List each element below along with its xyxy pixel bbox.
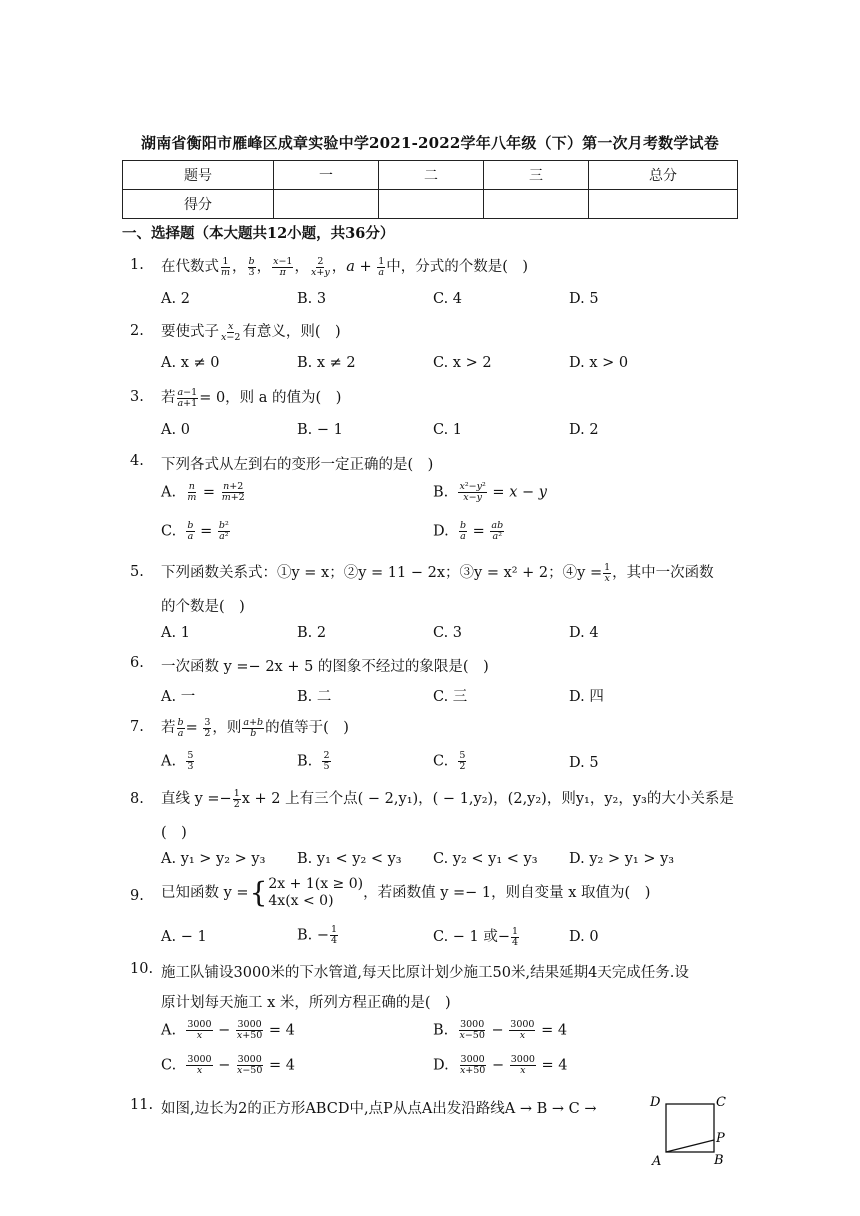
label-b: B <box>714 1153 724 1168</box>
option-b[interactable]: B. y₁ < y₂ < y₃ <box>297 851 402 867</box>
option-a[interactable]: A. y₁ > y₂ > y₃ <box>161 851 266 867</box>
score-table-header-row <box>123 161 738 190</box>
row-label-cell: 得分 <box>123 190 274 219</box>
header-cell: 题号 <box>123 161 274 190</box>
option-c[interactable]: C. 1 <box>433 422 463 438</box>
score-cell[interactable] <box>379 190 484 219</box>
option-c[interactable]: C. $\frac{3000}{x}$ − $\frac{3000}{x-50}$ = 4 <box>161 1054 295 1076</box>
question-10-text-cont: 原计划每天施工 x 米，所列方程正确的是( ) <box>161 995 451 1011</box>
option-c[interactable]: C. − 1 或− $\frac{1}{4}$ <box>433 925 519 948</box>
label-c: C <box>716 1095 726 1110</box>
option-b[interactable]: B. $\frac{\text{x²−y²}}{x-y}$ = x − y <box>433 481 547 503</box>
header-cell: 一 <box>274 161 379 190</box>
option-d[interactable]: D. x > 0 <box>569 355 629 371</box>
option-c[interactable]: C. y₂ < y₁ < y₃ <box>433 851 538 867</box>
header-cell: 三 <box>484 161 589 190</box>
option-b[interactable]: B. 二 <box>297 689 332 705</box>
option-d[interactable]: D. $\frac{3000}{x+50}$ − $\frac{3000}{x}$ = 4 <box>433 1054 568 1076</box>
question-number: 1. <box>130 257 144 273</box>
question-number: 10. <box>130 961 154 977</box>
question-number: 3. <box>130 389 144 405</box>
square-abcd-figure <box>644 1088 744 1168</box>
score-cell[interactable] <box>274 190 379 219</box>
question-number: 7. <box>130 719 144 735</box>
question-5-text-cont: 的个数是( ) <box>161 599 245 615</box>
option-a[interactable]: A. 0 <box>161 422 190 438</box>
option-d[interactable]: D. 5 <box>569 291 599 307</box>
exam-title: 湖南省衡阳市雁峰区成章实验中学2021-2022学年八年级（下）第一次月考数学试卷 <box>141 134 719 152</box>
option-b[interactable]: B. x ≠ 2 <box>297 355 356 371</box>
question-5-text: 下列函数关系式：①y = x；②y = 11 − 2x；③y = x² + 2；④y = $\frac{1}{x}$ ，其中一次函数 <box>161 561 714 584</box>
question-8-text: 直线 y =− $\frac{1}{2}$ x + 2 上有三个点( − 2,y₁)，( − 1,y₂)，(2,y₂)，则y₁，y₂，y₃的大小关系是 <box>161 787 734 810</box>
option-d[interactable]: D. 0 <box>569 929 599 945</box>
score-table <box>122 160 738 219</box>
question-6-text: 一次函数 y =− 2x + 5 的图象不经过的象限是( ) <box>161 659 489 675</box>
score-table-score-row <box>123 190 738 219</box>
section-heading: 一、选择题（本大题共12小题，共36分） <box>122 225 395 242</box>
option-b[interactable]: B. $\frac{2}{5}$ <box>297 750 330 772</box>
label-p: P <box>716 1131 725 1146</box>
question-8-text-cont: ( ) <box>161 825 187 841</box>
option-a[interactable]: A. − 1 <box>161 929 207 945</box>
question-7-text: 若 $\frac{b}{a}$ = $\frac{3}{2}$ ，则 $\frac{a+b}{b}$ 的值等于( ) <box>161 716 349 739</box>
option-b[interactable]: B. − $\frac{1}{4}$ <box>297 924 338 946</box>
header-cell: 总分 <box>589 161 738 190</box>
score-cell[interactable] <box>589 190 738 219</box>
option-a[interactable]: A. $\frac{n}{m}$ = $\frac{n+2}{m+2}$ <box>161 481 245 503</box>
option-a[interactable]: A. 2 <box>161 291 190 307</box>
question-1-text: 在代数式 $\frac{1}{m}$ ， $\frac{b}{3}$ ， $\frac{x-1}{\pi}$ ， $\frac{2}{x+y}$ ，a + $\frac{1}{a}$ 中，分式的个数是( ) <box>161 255 529 278</box>
option-c[interactable]: C. 三 <box>433 689 468 705</box>
question-number: 5. <box>130 564 144 580</box>
option-d[interactable]: D. 4 <box>569 625 599 641</box>
option-b[interactable]: B. 3 <box>297 291 327 307</box>
question-number: 6. <box>130 655 144 671</box>
option-d[interactable]: D. y₂ > y₁ > y₃ <box>569 851 675 867</box>
option-c[interactable]: C. $\frac{b}{a}$ = $\frac{\text{b²}}{\text{a²}}$ <box>161 520 229 542</box>
question-2-text: 要使式子 $\frac{x}{x-2}$ 有意义，则( ) <box>161 320 341 343</box>
option-b[interactable]: B. − 1 <box>297 422 343 438</box>
option-a[interactable]: A. $\frac{5}{3}$ <box>161 750 194 772</box>
option-d[interactable]: D. 2 <box>569 422 599 438</box>
question-number: 11. <box>130 1097 154 1113</box>
option-a[interactable]: A. 一 <box>161 689 196 705</box>
question-11-text: 如图,边长为2的正方形ABCD中,点P从点A出发沿路线A → B → C → <box>161 1101 597 1117</box>
option-c[interactable]: C. 3 <box>433 625 463 641</box>
question-number: 8. <box>130 791 144 807</box>
option-c[interactable]: C. 4 <box>433 291 463 307</box>
option-a[interactable]: A. x ≠ 0 <box>161 355 220 371</box>
option-d[interactable]: D. 5 <box>569 755 599 771</box>
label-a: A <box>652 1154 662 1168</box>
option-b[interactable]: B. 2 <box>297 625 327 641</box>
label-d: D <box>650 1095 661 1110</box>
option-a[interactable]: A. 1 <box>161 625 190 641</box>
question-number: 2. <box>130 323 144 339</box>
option-a[interactable]: A. $\frac{3000}{x}$ − $\frac{3000}{x+50}$ = 4 <box>161 1019 295 1041</box>
score-cell[interactable] <box>484 190 589 219</box>
segment-ap <box>666 1140 714 1152</box>
square <box>666 1104 714 1152</box>
question-number: 9. <box>130 888 144 904</box>
option-d[interactable]: D. $\frac{b}{a}$ = $\frac{ab}{\text{a²}}$ <box>433 520 504 542</box>
option-b[interactable]: B. $\frac{3000}{x-50}$ − $\frac{3000}{x}$ = 4 <box>433 1019 568 1041</box>
header-cell: 二 <box>379 161 484 190</box>
question-10-text: 施工队铺设3000米的下水管道,每天比原计划少施工50米,结果延期4天完成任务.设 <box>161 965 689 981</box>
option-c[interactable]: C. x > 2 <box>433 355 492 371</box>
question-number: 4. <box>130 453 144 469</box>
option-c[interactable]: C. $\frac{5}{2}$ <box>433 750 466 772</box>
option-d[interactable]: D. 四 <box>569 689 604 705</box>
question-9-text: 已知函数 y ={ 2x + 1(x ≥ 0) 4x(x < 0) ，若函数值 y =− 1，则自变量 x 取值为( ) <box>161 876 651 909</box>
question-3-text: 若 $\frac{a-1}{a+1}$ = 0，则 a 的值为( ) <box>161 386 342 409</box>
question-4-text: 下列各式从左到右的变形一定正确的是( ) <box>161 457 434 473</box>
